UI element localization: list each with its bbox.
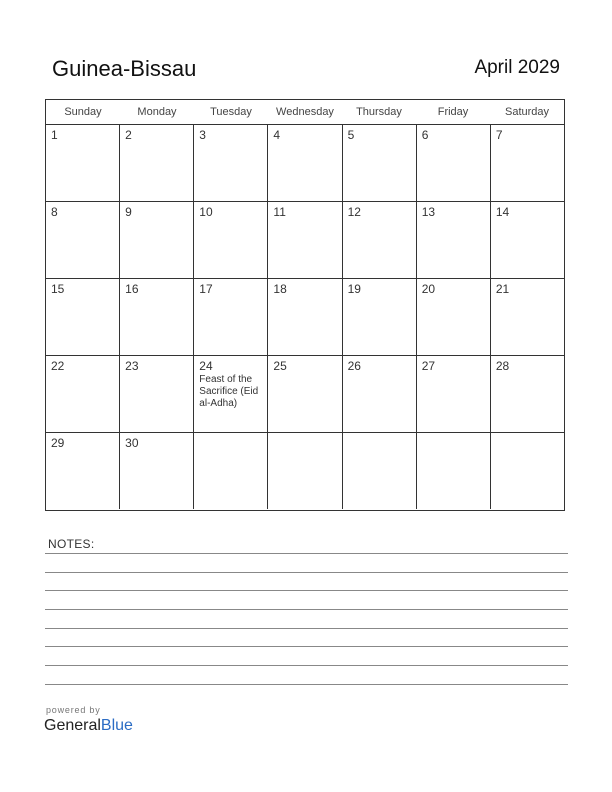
notes-line [45, 665, 568, 666]
holiday-event-label: Feast of the Sacrifice (Eid al-Adha) [199, 374, 259, 409]
day-cell [491, 279, 564, 355]
day-cell [268, 356, 342, 432]
day-number: 4 [273, 128, 281, 142]
weekday-sunday: Sunday [64, 106, 102, 118]
weekday-wednesday: Wednesday [276, 106, 334, 118]
day-number: 10 [199, 205, 213, 219]
week-row-3 [46, 279, 564, 356]
day-number: 21 [495, 282, 510, 296]
week-row-5 [46, 433, 564, 509]
day-number: 24 [199, 359, 213, 373]
notes-line [45, 590, 568, 591]
week-row-4 [46, 356, 564, 433]
day-number: 3 [199, 128, 206, 142]
week-row-2 [46, 202, 564, 279]
day-cell [194, 125, 268, 201]
weekday-thursday: Thursday [356, 106, 402, 118]
month-calendar-grid [45, 99, 565, 511]
day-number: 8 [51, 205, 58, 219]
day-number: 14 [495, 205, 510, 219]
calendar-country-title: Guinea-Bissau [52, 56, 197, 81]
logo-text-blue: Blue [100, 717, 133, 734]
day-cell-empty [194, 433, 268, 509]
day-cell [268, 125, 342, 201]
day-cell [120, 202, 194, 278]
day-number: 16 [125, 282, 139, 296]
day-cell [268, 279, 342, 355]
day-cell [194, 202, 268, 278]
notes-line [45, 684, 568, 685]
day-cell [491, 356, 564, 432]
weekday-saturday: Saturday [504, 106, 550, 118]
notes-line [45, 609, 568, 610]
logo-text-general: General [44, 717, 101, 734]
weekday-monday: Monday [137, 106, 177, 118]
day-cell-holiday [194, 356, 268, 432]
day-number: 19 [347, 282, 361, 296]
day-cell [343, 356, 417, 432]
day-number: 11 [273, 205, 286, 219]
day-number: 28 [495, 359, 510, 373]
weekday-tuesday: Tuesday [210, 106, 252, 118]
day-number: 29 [51, 436, 65, 450]
day-number: 1 [51, 128, 58, 142]
weekday-header-row [46, 100, 564, 125]
day-cell [46, 433, 120, 509]
day-cell [343, 125, 417, 201]
day-cell [46, 125, 120, 201]
generalblue-logo [44, 717, 133, 735]
day-number: 26 [347, 359, 361, 373]
day-number: 7 [495, 128, 503, 142]
notes-line [45, 646, 568, 647]
notes-line [45, 628, 568, 629]
day-number: 23 [125, 359, 139, 373]
day-cell [120, 279, 194, 355]
powered-by-text: powered by [46, 705, 101, 715]
day-cell [343, 279, 417, 355]
day-cell [417, 356, 491, 432]
day-number: 17 [199, 282, 213, 296]
day-number: 2 [125, 128, 132, 142]
day-cell-empty [491, 433, 564, 509]
day-cell [46, 356, 120, 432]
day-number: 25 [273, 359, 287, 373]
day-cell [417, 202, 491, 278]
day-cell [120, 356, 194, 432]
day-number: 5 [347, 128, 355, 142]
week-row-1 [46, 125, 564, 202]
calendar-month-title: April 2029 [474, 57, 560, 78]
day-cell-empty [417, 433, 491, 509]
day-number: 20 [421, 282, 436, 296]
day-number: 30 [125, 436, 139, 450]
day-cell-empty [268, 433, 342, 509]
day-cell [268, 202, 342, 278]
day-cell [46, 279, 120, 355]
day-cell [491, 202, 564, 278]
notes-line [45, 553, 568, 554]
notes-line [45, 572, 568, 573]
day-cell [120, 125, 194, 201]
notes-label: NOTES: [48, 537, 95, 551]
day-cell [120, 433, 194, 509]
day-cell [491, 125, 564, 201]
day-cell-empty [343, 433, 417, 509]
day-cell [343, 202, 417, 278]
day-number: 6 [421, 128, 429, 142]
day-number: 13 [421, 205, 436, 219]
day-cell [417, 279, 491, 355]
day-number: 22 [51, 359, 65, 373]
day-cell [46, 202, 120, 278]
day-number: 27 [421, 359, 436, 373]
day-number: 18 [273, 282, 287, 296]
day-cell [194, 279, 268, 355]
day-number: 12 [347, 205, 361, 219]
weekday-friday: Friday [437, 106, 469, 118]
day-number: 15 [51, 282, 65, 296]
day-number: 9 [125, 205, 132, 219]
day-cell [417, 125, 491, 201]
